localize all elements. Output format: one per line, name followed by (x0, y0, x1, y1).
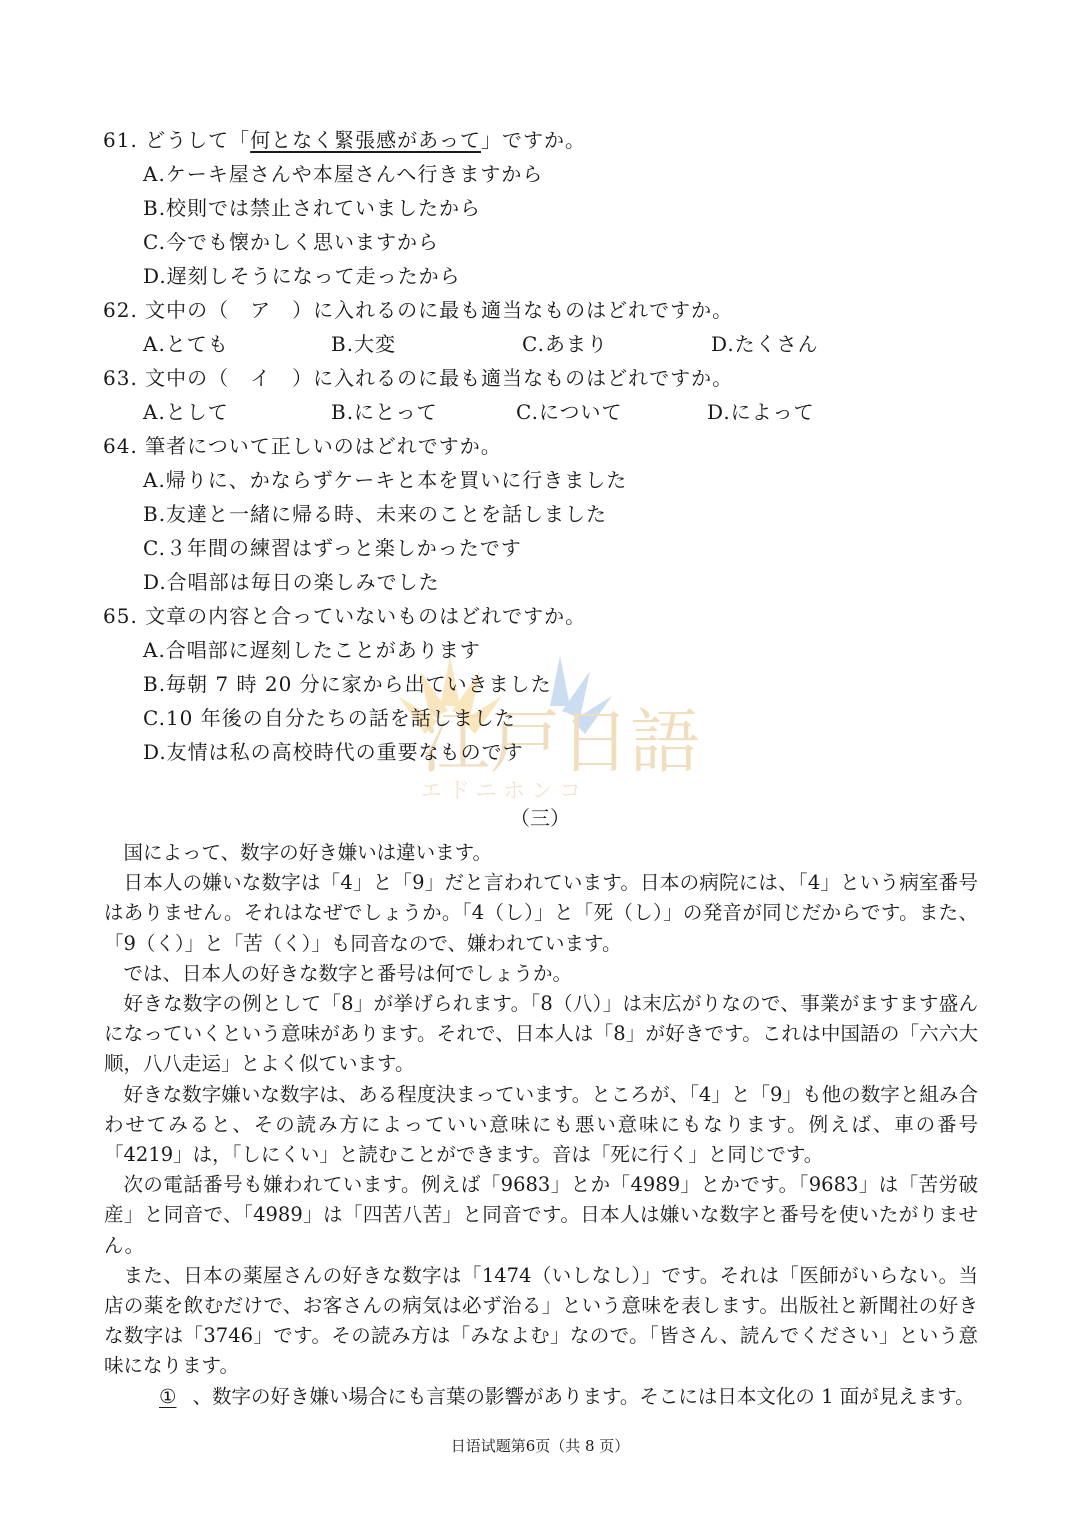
underlined-phrase: 何となく緊張感があって (250, 128, 481, 152)
question-61-option-d: D.遅刻しそうになって走ったから (143, 264, 461, 288)
question-62-stem: 62. 文中の（ ア ）に入れるのに最も適当なものはどれですか。 (103, 298, 734, 322)
question-63-stem: 63. 文中の（ イ ）に入れるのに最も適当なものはどれですか。 (103, 366, 734, 390)
question-61-number: 61. (103, 128, 138, 152)
reading-passage (104, 838, 978, 1412)
question-64-stem: 64. 筆者について正しいのはどれですか。 (103, 434, 502, 458)
passage-paragraph-1: 国によって、数字の好き嫌いは違います。 (123, 841, 493, 864)
passage-paragraph-3: では、日本人の好きな数字と番号は何でしょうか。 (123, 961, 573, 985)
section-heading: （三） (510, 806, 570, 830)
question-61-option-a: A.ケーキ屋さんや本屋さんへ行きますから (143, 162, 544, 186)
passage-paragraph-2: 日本人の嫌いな数字は「4」と「9」だと言われています。日本の病院には、「4」という病室番号はありません。それはなぜでしょうか。「4（し）」と「死（し）」の発音が同じだからです。また、「9（く）」と「苦（く）」も同音なので、嫌われています。 (104, 871, 978, 955)
question-63-option-a: A.として (143, 400, 229, 424)
passage-paragraph-7: また、日本の薬屋さんの好きな数字は「1474（いしなし）」です。それは「医師がいらない。当店の薬を飲むだけで、お客さんの病気は必ず治る」という意味を表します。出版社と新聞社の好きな数字は「3746」です。その読み方は「みなよむ」なので。「皆さん、読んでください」という意味になります。 (104, 1263, 978, 1378)
page-footer: 日语试题第6页（共 8 页） (450, 1437, 630, 1455)
question-62-option-a: A.とても (143, 332, 229, 356)
passage-paragraph-6: 次の電話番号も嫌われています。例えば「9683」とか「4989」とかです。「9683」は「苦労破産」と同音で、「4989」は「四苦八苦」と同音です。日本人は嫌いな数字と番号を使いたがりません。 (104, 1173, 978, 1257)
question-65-option-c: C.10 年後の自分たちの話を話しました (143, 706, 516, 730)
question-64-option-d: D.合唱部は毎日の楽しみでした (143, 570, 440, 594)
question-65-option-d: D.友情は私の高校時代の重要なものです (143, 740, 524, 764)
question-65-stem: 65. 文章の内容と合っていないものはどれですか。 (103, 604, 587, 628)
question-63-option-c: C.について (516, 400, 623, 424)
answer-blank-1: ① (159, 1384, 177, 1408)
question-64-option-b: B.友達と一緒に帰る時、未来のことを話しました (143, 502, 608, 526)
passage-paragraph-4: 好きな数字の例として「8」が挙げられます。「8（八）」は末広がりなので、事業がますます盛んになっていくという意味があります。それで、日本人は「8」が好きです。これは中国語の「六六大顺，八八走运」とよく似ています。 (104, 992, 978, 1076)
question-65-option-a: A.合唱部に遅刻したことがあります (143, 638, 481, 662)
watermark-sub-text: エドニホンコ (420, 779, 588, 804)
question-64-option-c: C.３年間の練習はずっと楽しかったです (143, 536, 522, 560)
question-61-option-c: C.今でも懐かしく思いますから (143, 230, 439, 254)
question-61-option-b: B.校則では禁止されていましたから (143, 196, 482, 220)
question-63-option-b: B.にとって (331, 400, 438, 424)
question-65-option-b: B.毎朝 7 時 20 分に家から出ていきました (143, 672, 552, 696)
passage-paragraph-5: 好きな数字嫌いな数字は、ある程度決まっています。ところが、「4」と「9」も他の数字と組み合わせてみると、その読み方によっていい意味にも悪い意味にもなります。例えば、車の番号「4219」は，「しにくい」と読むことができます。音は「死に行く」と同じです。 (104, 1082, 978, 1167)
question-61-stem: 61. どうして「何となく緊張感があって」ですか。 (103, 128, 586, 152)
question-64-option-a: A.帰りに、かならずケーキと本を買いに行きました (143, 468, 628, 492)
question-63-option-d: D.によって (707, 400, 815, 424)
question-62-option-b: B.大変 (331, 332, 397, 356)
question-62-option-c: C.あまり (522, 332, 608, 356)
passage-paragraph-8: ① 、数字の好き嫌い場合にも言葉の影響があります。そこには日本文化の 1 面が見えます。 (104, 1382, 978, 1412)
watermark-main-text: 江戸日語 (420, 701, 700, 783)
question-62-option-d: D.たくさん (711, 332, 819, 356)
